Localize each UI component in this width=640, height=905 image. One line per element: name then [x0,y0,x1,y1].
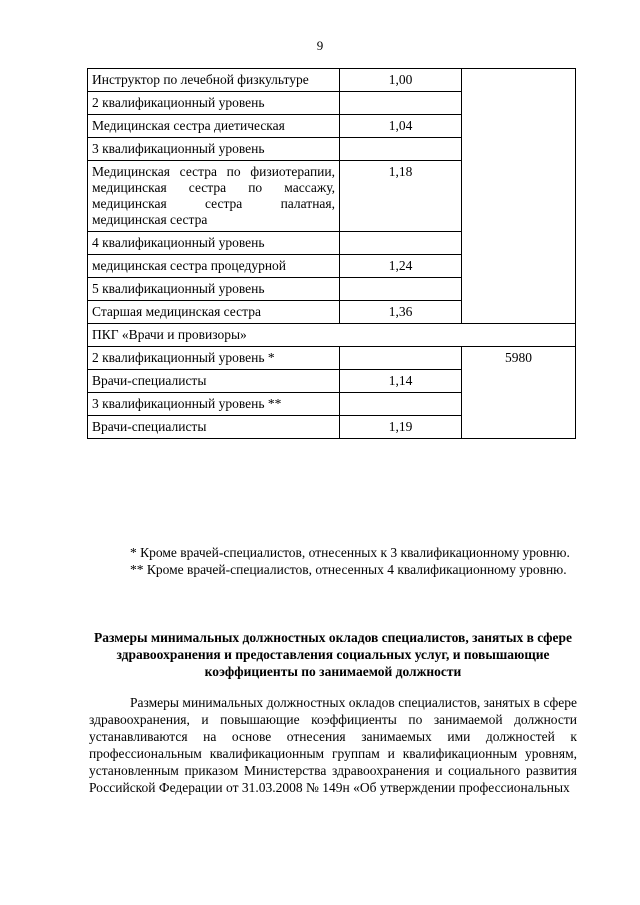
coefficient: 1,04 [340,115,462,138]
position-name: Инструктор по лечебной физкультуре [88,69,340,92]
coefficient [340,347,462,370]
position-name: Медицинская сестра диетическая [88,115,340,138]
coefficient [340,278,462,301]
qualification-level: 5 квалификационный уровень [88,278,340,301]
table-row [88,324,576,347]
qualification-level: 2 квалификационный уровень * [88,347,340,370]
coefficient: 1,00 [340,69,462,92]
section-heading: Размеры минимальных должностных окладов специалистов, занятых в сфере здравоохранения и предоставления социальных услуг, и повышающие коэффициенты по занимаемой должности [94,630,572,679]
salary-cell-empty [462,69,576,324]
position-name: Врачи-специалисты [88,370,340,393]
qualification-level: 2 квалификационный уровень [88,92,340,115]
table-row [88,347,576,370]
coefficient: 1,14 [340,370,462,393]
qualification-level: 3 квалификационный уровень [88,138,340,161]
coefficient [340,138,462,161]
qualification-level: 3 квалификационный уровень ** [88,393,340,416]
coefficient [340,393,462,416]
position-name: медицинская сестра процедурной [88,255,340,278]
coefficient: 1,18 [340,161,462,232]
body-paragraph: Размеры минимальных должностных окладов специалистов, занятых в сфере здравоохранения, и повышающие коэффициенты по занимаемой должности устанавливаются на основе отнесения занимаемых ими должностей к профессиональным квалификационным группам и квалификационным уровням, установленным приказом Министерства здравоохранения и социального развития Российской Федерации от 31.03.2008 № 149н «Об утверждении профессиональных [89,695,577,795]
minimum-salary: 5980 [462,347,576,439]
footnote: ** Кроме врачей-специалистов, отнесенных 4 квалификационному уровню. [130,562,567,577]
position-name: Медицинская сестра по физиотерапии, медицинская сестра по массажу, медицинская сестра палатная, медицинская сестра [88,161,340,232]
coefficient: 1,24 [340,255,462,278]
page-number: 9 [316,38,324,53]
coefficient: 1,19 [340,416,462,439]
body-text [89,694,577,796]
position-name: Врачи-специалисты [88,416,340,439]
coefficient [340,232,462,255]
qualification-level: 4 квалификационный уровень [88,232,340,255]
table-row [88,69,576,92]
coefficient: 1,36 [340,301,462,324]
salary-coefficients-table [87,68,576,439]
footnote: * Кроме врачей-специалистов, отнесенных к 3 квалификационному уровню. [130,545,570,560]
coefficient [340,92,462,115]
footnotes [89,544,577,578]
group-header: ПКГ «Врачи и провизоры» [88,324,576,347]
position-name: Старшая медицинская сестра [88,301,340,324]
